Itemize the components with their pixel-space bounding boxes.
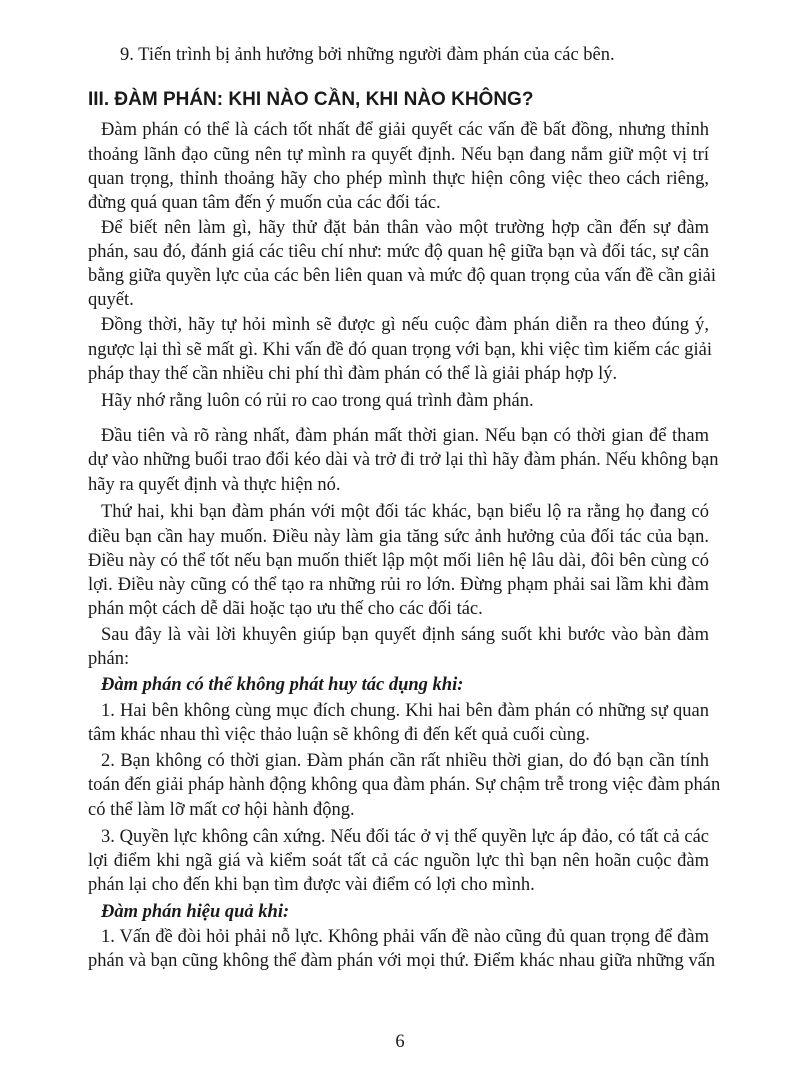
text-line: Đàm phán có thể là cách tốt nhất để giải quyết các vấn đề bất đồng, nhưng thỉnh [101,120,709,140]
text-line: phán lại cho đến khi bạn tìm được vài điểm có lợi cho mình. [88,875,535,895]
list-item-9: 9. Tiến trình bị ảnh hưởng bởi những người đàm phán của các bên. [120,45,615,65]
text-line: Thứ hai, khi bạn đàm phán với một đối tác khác, bạn biểu lộ ra rằng họ đang có [101,502,709,522]
text-line: dự vào những buổi trao đổi kéo dài và trở đi trở lại thì hãy đàm phán. Nếu không bạn [88,450,719,470]
text-line: hãy ra quyết định và thực hiện nó. [88,475,341,495]
text-line: Đồng thời, hãy tự hỏi mình sẽ được gì nếu cuộc đàm phán diễn ra theo đúng ý, [101,315,709,335]
text-line: lợi điểm khi ngã giá và kiểm soát tất cả các nguồn lực thì bạn nên hoãn cuộc đàm [88,851,709,871]
text-line: Hãy nhớ rằng luôn có rủi ro cao trong quá trình đàm phán. [101,391,534,411]
text-line: 3. Quyền lực không cân xứng. Nếu đối tác ở vị thế quyền lực áp đảo, có tất cả các [101,827,709,847]
text-line: 1. Hai bên không cùng mục đích chung. Khi hai bên đàm phán có những sự quan [101,701,709,721]
page-number: 6 [395,1032,405,1052]
text-line: bằng giữa quyền lực của các bên liên quan và mức độ quan trọng của vấn đề cần giải [88,266,717,286]
text-line: Đầu tiên và rõ ràng nhất, đàm phán mất thời gian. Nếu bạn có thời gian để tham [101,426,709,446]
text-line: phán, sau đó, đánh giá các tiêu chí như: mức độ quan hệ giữa bạn và đối tác, sự cân [88,242,709,262]
text-line: 2. Bạn không có thời gian. Đàm phán cần rất nhiều thời gian, do đó bạn cần tính [101,751,709,771]
text-line: phán một cách dễ dãi hoặc tạo ưu thế cho các đối tác. [88,599,483,619]
text-line: Để biết nên làm gì, hãy thử đặt bản thân vào một trường hợp cần đến sự đàm [101,218,709,238]
section-heading: III. ĐÀM PHÁN: KHI NÀO CẦN, KHI NÀO KHÔNG? [88,89,534,110]
text-line: ngược lại thì sẽ mất gì. Khi vấn đề đó quan trọng với bạn, khi việc tìm kiếm các giải [88,340,713,360]
text-line: đừng quá quan tâm đến ý muốn của các đối tác. [88,193,441,213]
text-line: điều bạn cần hay muốn. Điều này làm gia tăng sức ảnh hưởng của đối tác của bạn. [88,527,709,547]
text-line: 1. Vấn đề đòi hỏi phải nỗ lực. Không phải vấn đề nào cũng đủ quan trọng để đàm [101,927,709,947]
text-line: tâm khác nhau thì việc thảo luận sẽ không đi đến kết quả cuối cùng. [88,725,590,745]
text-line: quan trọng, thỉnh thoảng hãy cho phép mình thực hiện công việc theo cách riêng, [88,169,709,189]
subheading-effective: Đàm phán hiệu quả khi: [101,902,290,922]
text-line: có thể làm lỡ mất cơ hội hành động. [88,800,355,820]
text-line: Sau đây là vài lời khuyên giúp bạn quyết định sáng suốt khi bước vào bàn đàm [101,625,709,645]
text-line: lợi. Điều này cũng có thể tạo ra những rủi ro lớn. Đừng phạm phải sai lầm khi đàm [88,575,709,595]
text-line: phán: [88,649,130,669]
text-line: toán đến giải pháp hành động không qua đàm phán. Sự chậm trễ trong việc đàm phán [88,775,721,795]
text-line: thoảng lãnh đạo cũng nên tự mình ra quyết định. Nếu bạn đang nắm giữ một vị trí [88,145,709,165]
text-line: phán và bạn cũng không thể đàm phán với mọi thứ. Điểm khác nhau giữa những vấn [88,951,716,971]
text-line: Điều này có thể tốt nếu bạn muốn thiết lập một mối liên hệ lâu dài, đôi bên cùng có [88,551,709,571]
text-line: pháp thay thế cần nhiều chi phí thì đàm phán có thể là giải pháp hợp lý. [88,364,618,384]
text-line: quyết. [88,290,134,310]
subheading-not-effective: Đàm phán có thể không phát huy tác dụng khi: [101,675,464,695]
